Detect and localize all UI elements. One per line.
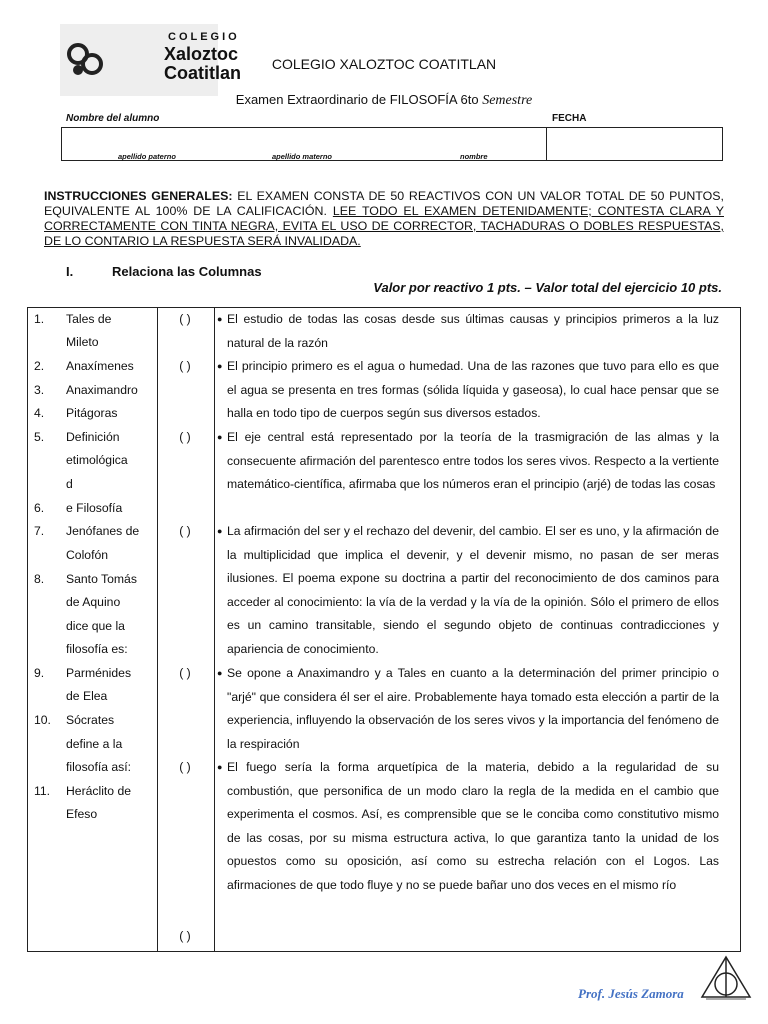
answer-blank[interactable]: ( ): [179, 430, 191, 444]
item-term: e Filosofía: [66, 501, 123, 515]
section-score: Valor por reactivo 1 pts. – Valor total del ejercicio 10 pts.: [373, 280, 722, 295]
bullet-icon: ●: [217, 668, 223, 678]
item-term: Sócrates: [66, 713, 115, 727]
item-term: filosofía es:: [66, 642, 128, 656]
description-text: El estudio de todas las cosas desde sus últimas causas y principios primeros a la luz natural de la razón: [227, 312, 719, 350]
item-term: Santo Tomás: [66, 572, 137, 586]
logo-line-1: Xaloztoc: [164, 44, 239, 64]
item-term: define a la: [66, 737, 123, 751]
item-number: 4.: [34, 406, 45, 420]
item-term: dice que la: [66, 619, 125, 633]
column-divider-2: [214, 308, 215, 951]
instructions-lead: INSTRUCCIONES GENERALES:: [44, 189, 233, 203]
description-text: El principio primero es el agua o humedad. Una de las razones que tuvo para ello es que el agua se presenta en tres formas (sólida líquida y gaseosa), lo cual hace pensar que se halla en todo tipo de cuerpos según sus diversos estados.: [227, 359, 719, 421]
item-term: Heráclito de: [66, 784, 132, 798]
student-info-box: [61, 127, 723, 161]
item-term: etimológica: [66, 453, 128, 467]
item-term: Efeso: [66, 807, 98, 821]
item-number: 10.: [34, 713, 51, 727]
exam-title-italic: Semestre: [482, 93, 533, 108]
item-number: 11.: [34, 784, 51, 798]
item-number: 5.: [34, 430, 45, 444]
item-term: filosofía así:: [66, 760, 132, 774]
sub-label-paterno: apellido paterno: [118, 152, 176, 161]
sub-label-nombre: nombre: [460, 152, 488, 161]
student-name-label: Nombre del alumno: [66, 113, 160, 124]
logo-small-text: COLEGIO: [168, 31, 240, 43]
teacher-signature: Prof. Jesús Zamora: [578, 986, 684, 1001]
date-label: FECHA: [552, 113, 587, 124]
bullet-icon: ●: [217, 314, 223, 324]
bullet-icon: ●: [217, 361, 223, 371]
item-number: 7.: [34, 524, 45, 538]
item-term: Anaximandro: [66, 383, 138, 397]
answer-blank[interactable]: ( ): [179, 760, 191, 774]
answer-blank[interactable]: ( ): [179, 666, 191, 680]
item-term: de Aquino: [66, 595, 121, 609]
item-term: d: [66, 477, 73, 491]
item-number: 9.: [34, 666, 45, 680]
description-text: El fuego sería la forma arquetípica de la materia, debido a la regularidad de su combustión, que personifica de un modo claro la regla de la medida en el cambio que experimenta el cosmos. Así, es comprensible que se le conciba como constitutivo mismo de las cosas, por su misma estructura activa, lo que garantiza tanto la unidad de los opuestos como su oposición, así como su estrecha relación con el Logos. Las afirmaciones de que todo fluye y no se puede bañar uno dos veces en el mismo río: [227, 760, 719, 892]
exam-title: [0, 92, 768, 109]
item-term: Definición: [66, 430, 120, 444]
answer-blank[interactable]: ( ): [179, 929, 191, 943]
item-term: Jenófanes de: [66, 524, 140, 538]
item-term: de Elea: [66, 689, 108, 703]
section-number: I.: [66, 264, 74, 279]
name-date-divider: [546, 128, 547, 160]
column-divider-1: [157, 308, 158, 951]
instructions-underlined: LEE TODO EL EXAMEN DETENIDAMENTE; CONTESTA CLARA Y CORRECTAMENTE CON TINTA NEGRA, EVITA EL USO DE CORRECTOR, TACHADURAS O DOBLES RESPUESTAS, DE LO CONTARIO LA RESPUESTA SERÁ INVALIDADA.: [44, 204, 724, 248]
logo-line-2: Coatitlan: [164, 63, 242, 83]
triangle-emblem-icon: [700, 955, 752, 1001]
general-instructions: [44, 189, 724, 249]
item-term: Tales de: [66, 312, 112, 326]
item-number: 1.: [34, 312, 45, 326]
matching-table: [27, 307, 741, 952]
section-title: Relaciona las Columnas: [112, 264, 262, 279]
answer-blank[interactable]: ( ): [179, 524, 191, 538]
item-number: 6.: [34, 501, 45, 515]
exam-title-text: Examen Extraordinario de FILOSOFÍA 6to: [235, 92, 479, 107]
item-term: Mileto: [66, 335, 99, 349]
item-term: Anaxímenes: [66, 359, 134, 373]
item-number: 8.: [34, 572, 45, 586]
school-name: COLEGIO XALOZTOC COATITLAN: [271, 56, 497, 72]
sub-label-materno: apellido materno: [272, 152, 333, 161]
answer-blank[interactable]: ( ): [179, 312, 191, 326]
description-text: La afirmación del ser y el rechazo del devenir, del cambio. El ser es uno, y la afirmación de la multiplicidad que implica el devenir, y el devenir mismo, no pasan de ser meras ilusiones. El poema expone su doctrina a partir del reconocimiento de dos caminos para acceder al conocimiento: la vía de la verdad y la vía de la opinión. Sólo el primero de ellos es un camino transitable, siendo el segundo objeto de continuas contradicciones y apariencia de conocimiento.: [227, 524, 719, 656]
bullet-icon: ●: [217, 526, 223, 536]
item-term: Pitágoras: [66, 406, 118, 420]
instructions-text: EL EXAMEN CONSTA DE 50 REACTIVOS CON UN VALOR TOTAL DE 50 PUNTOS, EQUIVALENTE AL 100% DE LA CALIFICACIÓN.: [44, 189, 724, 218]
answer-blank[interactable]: ( ): [179, 359, 191, 373]
bullet-icon: ●: [217, 762, 223, 772]
item-term: Colofón: [66, 548, 109, 562]
bullet-icon: ●: [217, 432, 223, 442]
item-number: 2.: [34, 359, 45, 373]
item-number: 3.: [34, 383, 45, 397]
item-term: Parménides: [66, 666, 132, 680]
description-text: Se opone a Anaximandro y a Tales en cuanto a la determinación del primer principio o "arjé" que considera él ser el aire. Probablemente haya tomado esta elección a partir de la experiencia, influyendo la observación de los seres vivos y la importancia del fenómeno de la respiración: [227, 666, 719, 751]
description-text: El eje central está representado por la teoría de la trasmigración de las almas y la consecuente afirmación del parentesco entre todos los seres vivos. Respecto a la vertiente matemático-científica, afirmaba que los números eran el principio (arjé) de todas las cosas: [227, 430, 719, 492]
